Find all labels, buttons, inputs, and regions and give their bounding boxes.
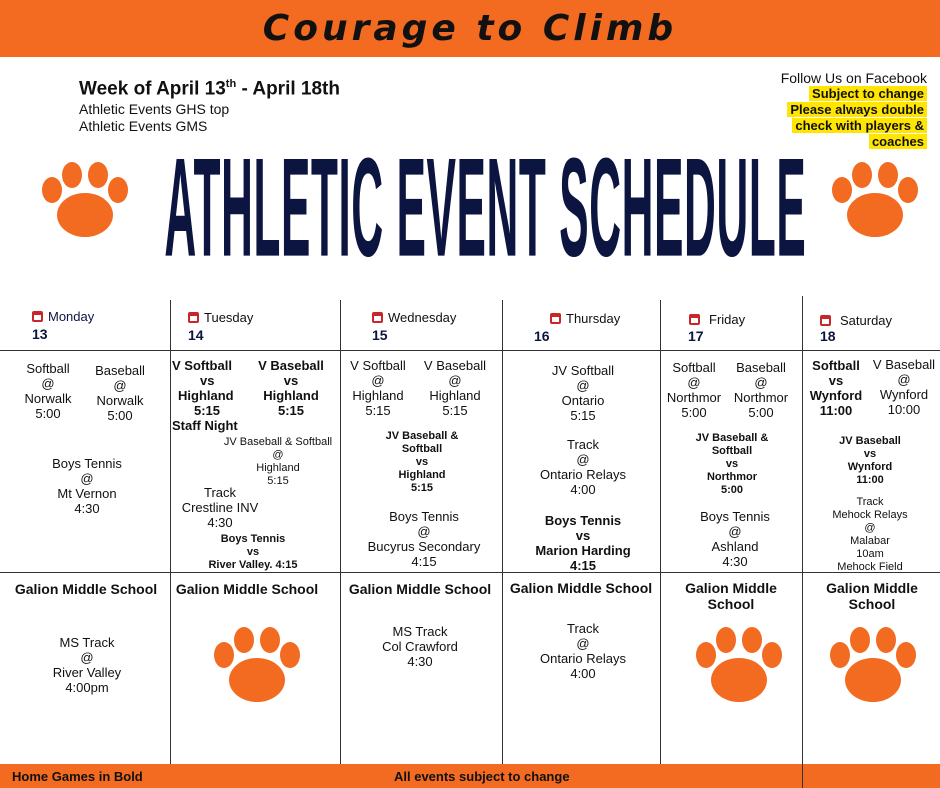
event-thu-track: Track @ Ontario Relays 4:00 [540, 437, 626, 497]
event-tue-tennis: Boys Tennis vs River Valley. 4:15 [208, 533, 298, 571]
event-wed-tennis: Boys Tennis @ Bucyrus Secondary 4:15 [367, 509, 481, 569]
footer-left: Home Games in Bold [12, 769, 143, 784]
event-sat-jv: JV Baseball vs Wynford 11:00 [839, 435, 901, 486]
event-wed-softball: V Softball @ Highland 5:15 [350, 358, 406, 418]
event-mon-baseball: Baseball @ Norwalk 5:00 [95, 363, 145, 423]
day-number: 13 [32, 326, 48, 342]
ghs-note: Athletic Events GHS top [79, 101, 230, 117]
event-mon-tennis: Boys Tennis @ Mt Vernon 4:30 [52, 456, 122, 516]
event-wed-baseball: V Baseball @ Highland 5:15 [423, 358, 487, 418]
divider [340, 300, 341, 764]
day-number: 14 [188, 327, 204, 343]
day-header-monday: Monday [32, 309, 94, 324]
divider [802, 296, 803, 788]
facebook-note: Follow Us on Facebook [780, 70, 927, 86]
divider [502, 300, 503, 764]
day-header-wednesday: Wednesday [372, 310, 456, 325]
event-fri-jv: JV Baseball & Softball vs Northmor 5:00 [695, 432, 769, 496]
page-title: ATHLETIC EVENT SCHEDULE [164, 129, 806, 287]
calendar-icon [32, 311, 43, 322]
title-banner [0, 0, 940, 57]
event-sat-softball: Softball vs Wynford 11:00 [809, 358, 863, 418]
paw-right-icon [830, 160, 920, 242]
event-tue-baseball: V Baseball vs Highland 5:15 [258, 358, 324, 418]
calendar-icon [550, 313, 561, 324]
event-wed-jv: JV Baseball & Softball vs Highland 5:15 [385, 430, 459, 494]
calendar-icon [820, 315, 831, 326]
event-fri-softball: Softball @ Northmor 5:00 [666, 360, 722, 420]
day-number: 17 [688, 328, 704, 344]
gms-heading: Galion Middle School [14, 581, 158, 597]
paw-saturday-icon [828, 625, 918, 707]
paw-left-icon [40, 160, 130, 242]
event-thu-ms-track: Track @ Ontario Relays 4:00 [540, 621, 626, 681]
divider [802, 764, 803, 788]
divider [170, 300, 171, 764]
event-mon-ms-track: MS Track @ River Valley 4:00pm [52, 635, 122, 695]
event-sat-baseball: V Baseball @ Wynford 10:00 [872, 357, 936, 417]
day-header-saturday: Saturday [820, 313, 892, 328]
gms-note: Athletic Events GMS [79, 118, 208, 134]
day-header-tuesday: Tuesday [188, 310, 253, 325]
event-sat-track: Track Mehock Relays @ Malabar 10am Mehock Field [832, 496, 908, 573]
event-tue-track: Track Crestline INV 4:30 [181, 485, 259, 530]
event-mon-softball: Softball @ Norwalk 5:00 [24, 361, 72, 421]
event-tue-softball: V Softball vs Highland 5:15 Staff Night [172, 358, 238, 433]
event-thu-jv-softball: JV Softball @ Ontario 5:15 [551, 363, 615, 423]
gms-heading: Galion Middle School [826, 580, 918, 612]
banner-title: Courage to Climb [262, 8, 678, 49]
event-fri-baseball: Baseball @ Northmor 5:00 [733, 360, 789, 420]
paw-friday-icon [694, 625, 784, 707]
event-thu-tennis: Boys Tennis vs Marion Harding 4:15 [535, 513, 631, 573]
divider [0, 350, 940, 351]
gms-heading: Galion Middle School [175, 581, 319, 597]
change-notice: Subject to change Please always double check with players & coaches [777, 86, 927, 150]
day-number: 18 [820, 328, 836, 344]
week-heading: Week of April 13th - April 18th [79, 78, 340, 100]
calendar-icon [689, 314, 700, 325]
calendar-icon [188, 312, 199, 323]
gms-heading: Galion Middle School [685, 580, 777, 612]
day-number: 15 [372, 327, 388, 343]
divider [0, 572, 940, 573]
footer-bar [0, 764, 940, 788]
paw-tuesday-icon [212, 625, 302, 707]
day-header-friday: Friday [689, 312, 745, 327]
day-header-thursday: Thursday [550, 311, 620, 326]
calendar-icon [372, 312, 383, 323]
gms-heading: Galion Middle School [348, 581, 492, 597]
footer-center: All events subject to change [394, 769, 570, 784]
gms-heading: Galion Middle School [509, 580, 653, 596]
event-fri-tennis: Boys Tennis @ Ashland 4:30 [700, 509, 770, 569]
event-tue-jv: JV Baseball & Softball @ Highland 5:15 [223, 436, 333, 487]
divider [660, 300, 661, 764]
day-number: 16 [534, 328, 550, 344]
event-wed-ms-track: MS Track Col Crawford 4:30 [382, 624, 458, 669]
